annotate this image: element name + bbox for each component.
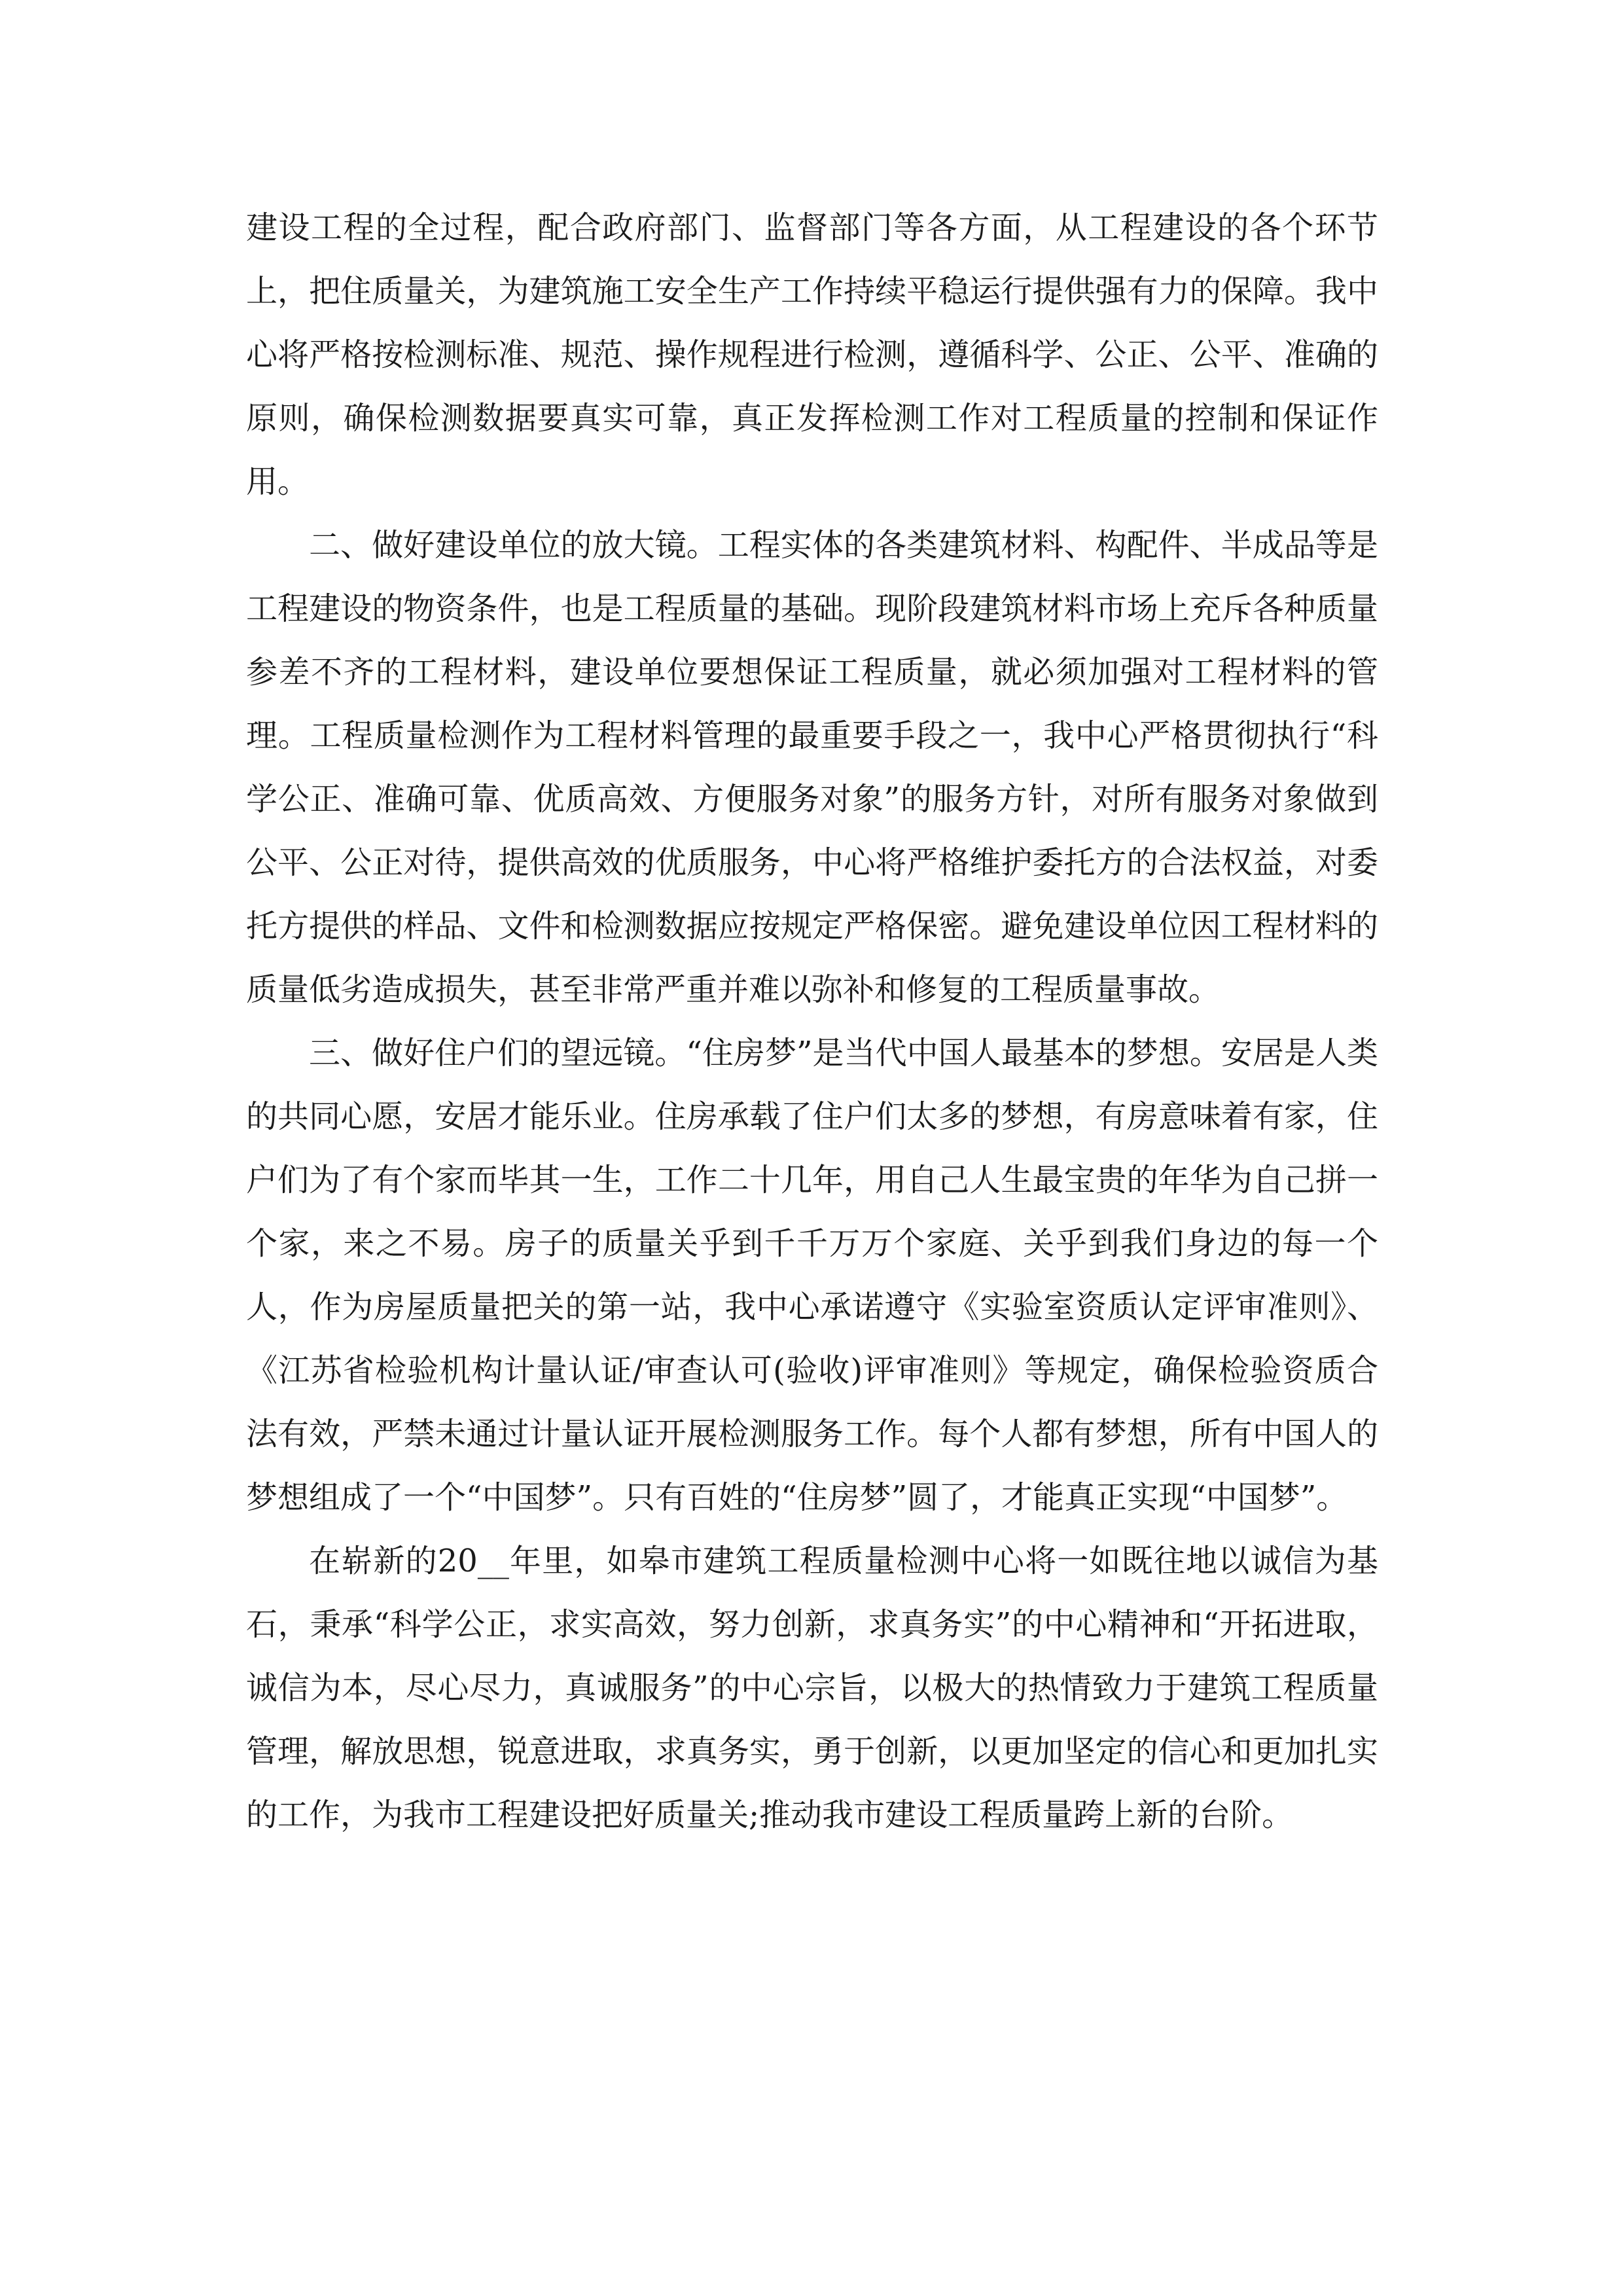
- paragraph-residents-telescope: 三、做好住户们的望远镜。“住房梦”是当代中国人最基本的梦想。安居是人类的共同心愿，安居才能乐业。住房承载了住户们太多的梦想，有房意味着有家，住户们为了有个家而毕其一生，工作二十几年，用自己人生最宝贵的年华为自己拼一个家，来之不易。房子的质量关乎到千千万万个家庭、关乎到我们身边的每一个人，作为房屋质量把关的第一站，我中心承诺遵守《实验室资质认定评审准则》、《江苏省检验机构计量认证/审查认可(验收)评审准则》等规定，确保检验资质合法有效，严禁未通过计量认证开展检测服务工作。每个人都有梦想，所有中国人的梦想组成了一个“中国梦”。只有百姓的“住房梦”圆了，才能真正实现“中国梦”。: [246, 1035, 1378, 1516]
- paragraph-building-unit-magnifier: 二、做好建设单位的放大镜。工程实体的各类建筑材料、构配件、半成品等是工程建设的物资条件，也是工程质量的基础。现阶段建筑材料市场上充斥各种质量参差不齐的工程材料，建设单位要想保证工程质量，就必须加强对工程材料的管理。工程质量检测作为工程材料管理的最重要手段之一，我中心严格贯彻执行“科学公正、准确可靠、优质高效、方便服务对象”的服务方针，对所有服务对象做到公平、公正对待，提供高效的优质服务，中心将严格维护委托方的合法权益，对委托方提供的样品、文件和检测数据应按规定严格保密。避免建设单位因工程材料的质量低劣造成损失，甚至非常严重并难以弥补和修复的工程质量事故。: [246, 527, 1378, 1008]
- paragraph-continuation: 建设工程的全过程，配合政府部门、监督部门等各方面，从工程建设的各个环节上，把住质量关，为建筑施工安全生产工作持续平稳运行提供强有力的保障。我中心将严格按检测标准、规范、操作规程进行检测，遵循科学、公正、公平、准确的原则，确保检测数据要真实可靠，真正发挥检测工作对工程质量的控制和保证作用。: [246, 209, 1378, 500]
- paragraph-new-year-outlook: 在崭新的20__年里，如皋市建筑工程质量检测中心将一如既往地以诚信为基石，秉承“科学公正，求实高效，努力创新，求真务实”的中心精神和“开拓进取，诚信为本，尽心尽力，真诚服务”的中心宗旨，以极大的热情致力于建筑工程质量管理，解放思想，锐意进取，求真务实，勇于创新，以更加坚定的信心和更加扎实的工作，为我市工程建设把好质量关;推动我市建设工程质量跨上新的台阶。: [246, 1543, 1378, 1833]
- document-body: [246, 196, 1378, 1847]
